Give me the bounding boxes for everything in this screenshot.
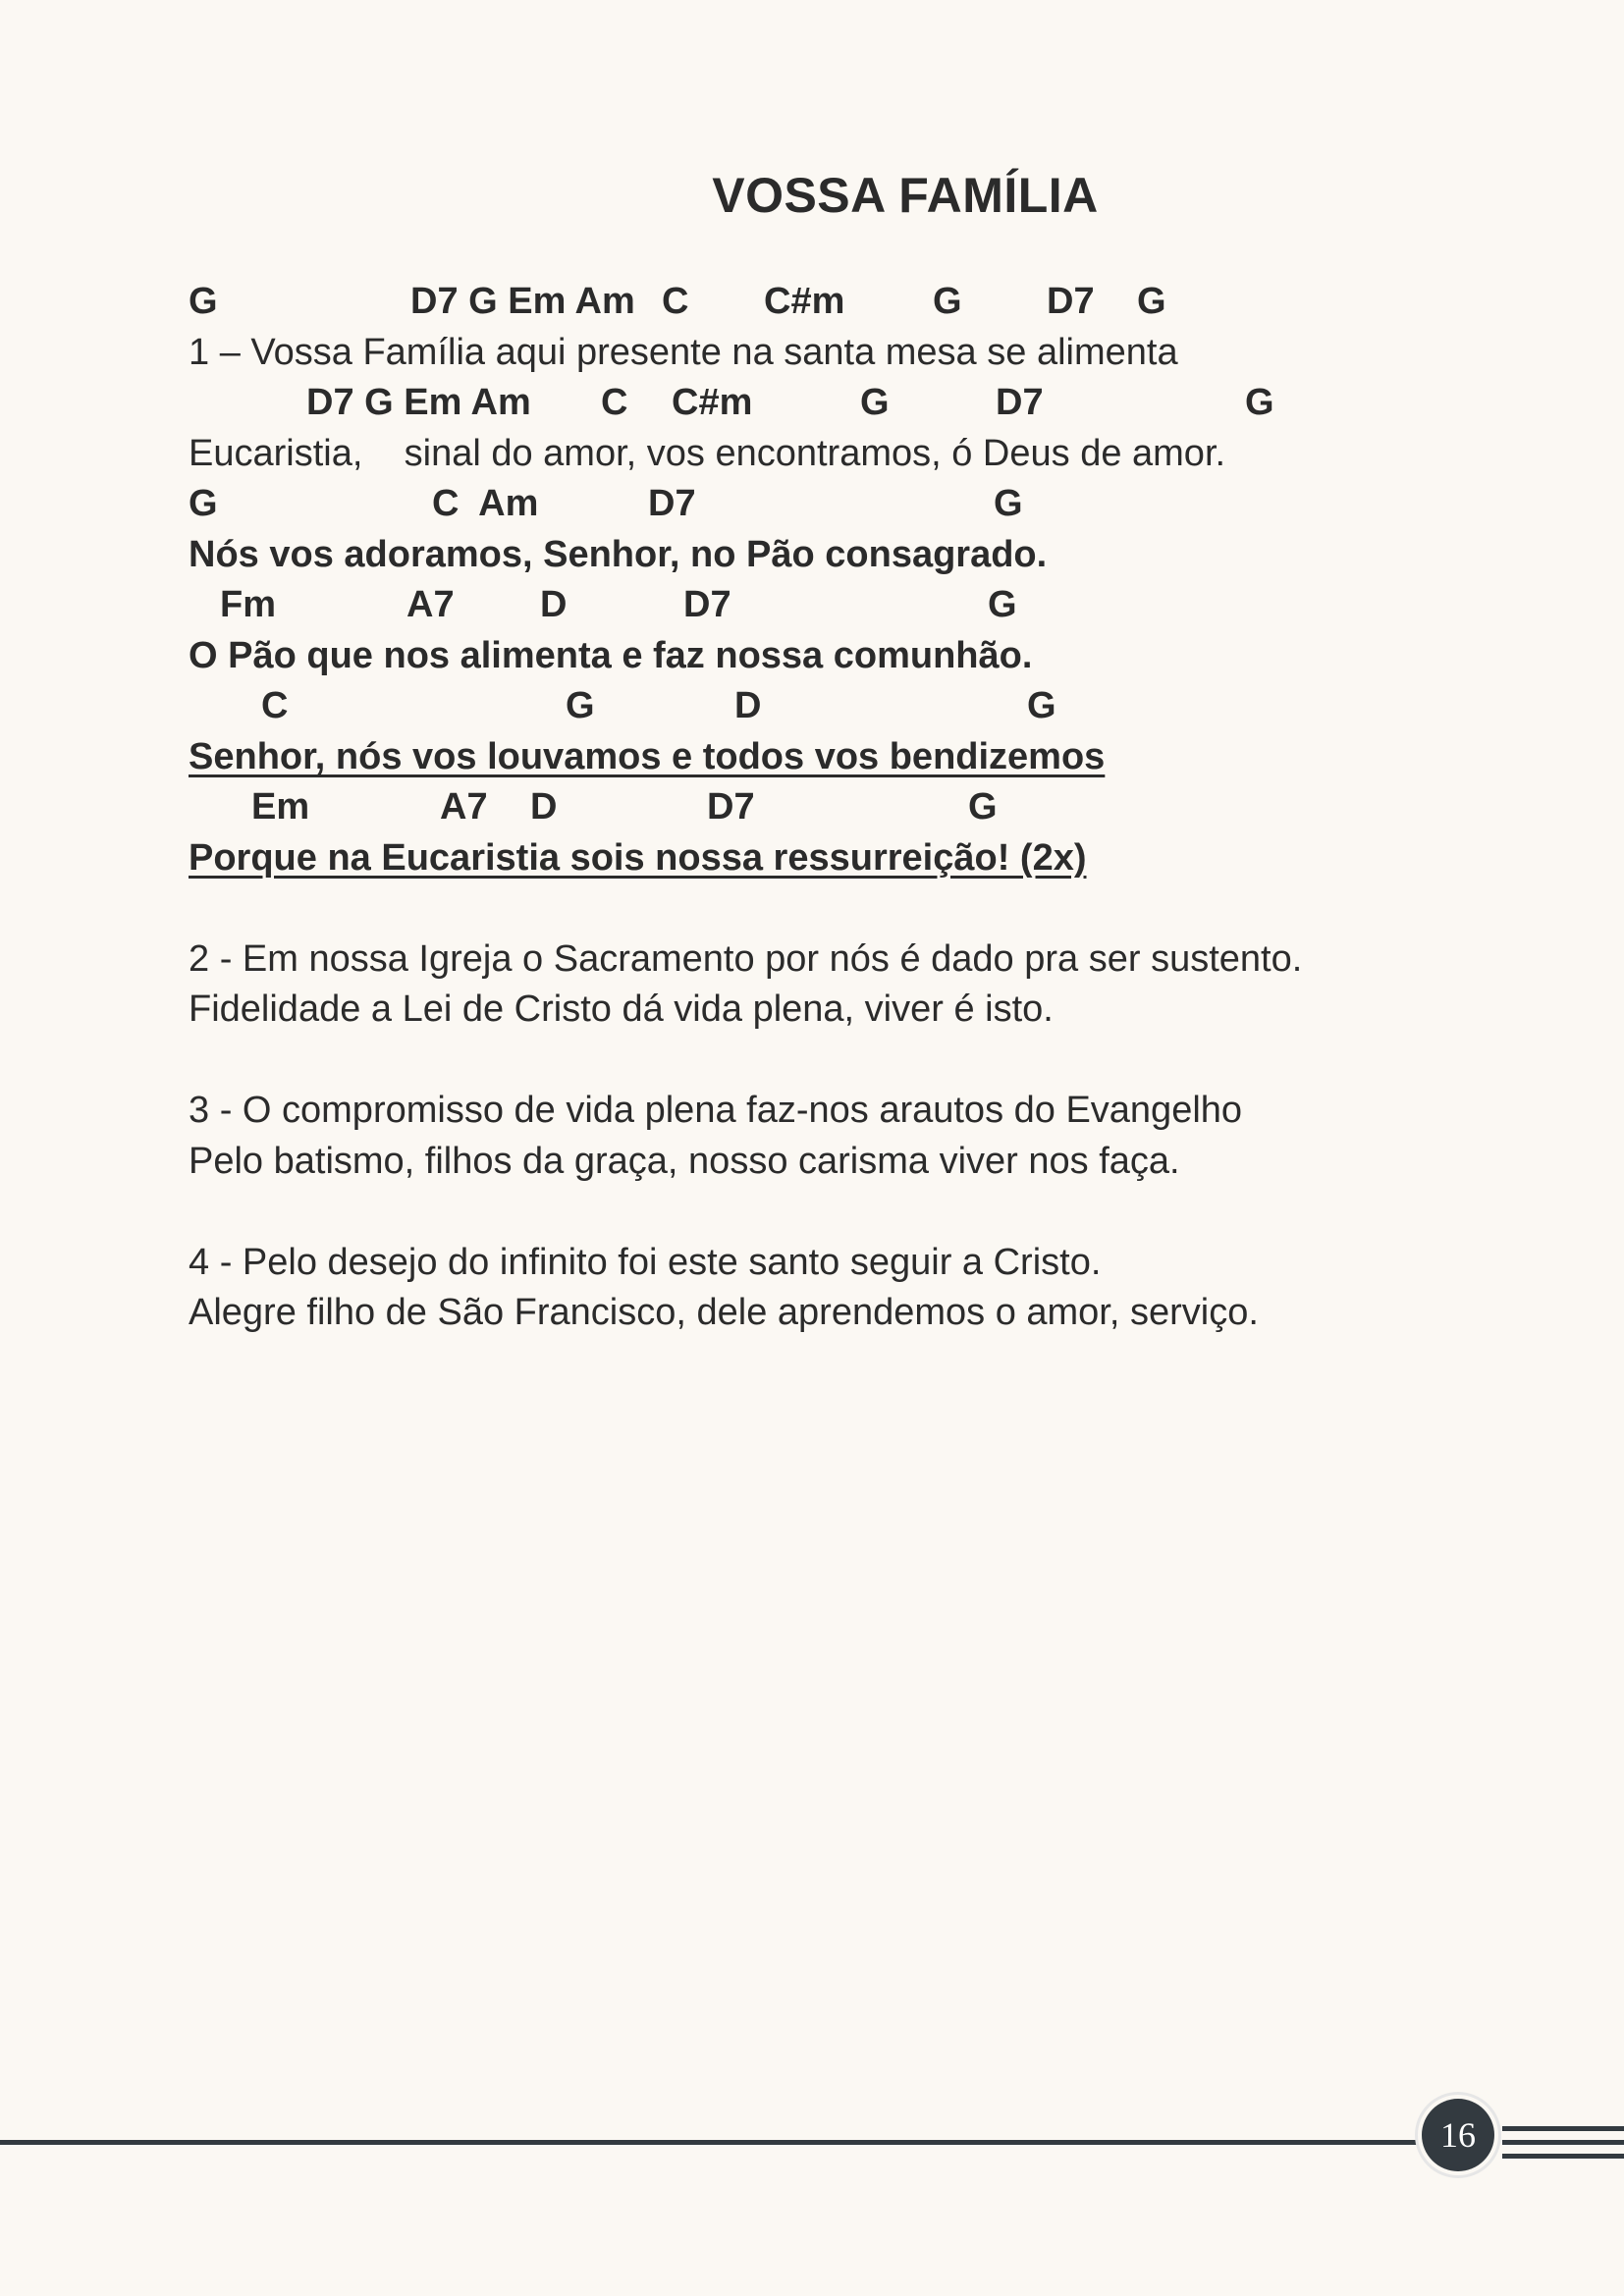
chord-line [189,782,1465,833]
stanza-gap [189,883,1465,934]
song-title: VOSSA FAMÍLIA [712,168,1099,223]
lyric-line: 1 – Vossa Família aqui presente na santa mesa se alimenta [189,331,1178,373]
footer-rule [0,2140,1426,2145]
chord: D7 [996,382,1044,423]
chorus-line: Porque na Eucaristia sois nossa ressurreição! (2x) [189,836,1087,879]
verse-line: Pelo batismo, filhos da graça, nosso carisma viver nos faça. [189,1140,1180,1182]
verse-line: Fidelidade a Lei de Cristo dá vida plena, viver é isto. [189,988,1054,1030]
chord: G [933,281,962,322]
chord: G [1137,281,1166,322]
chord: G [189,483,218,524]
chord: G [189,281,218,322]
chord: D7 [707,786,755,828]
footer-rule-right [1502,2140,1624,2145]
chord: C [662,281,689,322]
chord: G [566,685,595,726]
chord: G [860,382,890,423]
page-number: 16 [1422,2099,1494,2171]
stanza-gap [189,1036,1465,1087]
chord: G [1027,685,1056,726]
stanza-gap [189,1187,1465,1238]
chord: A7 [440,786,488,828]
chord: G [994,483,1023,524]
chord: D7 [683,584,731,625]
chord: C#m [764,281,845,322]
chord: Em [251,786,310,828]
footer-rule-right [1502,2126,1624,2131]
footer-rule-right [1502,2154,1624,2159]
chord: G [968,786,998,828]
chord: G [988,584,1017,625]
chorus-line: Senhor, nós vos louvamos e todos vos bendizemos [189,735,1106,777]
verse-line: 2 - Em nossa Igreja o Sacramento por nós é dado pra ser sustento. [189,937,1303,980]
song-body [189,277,1465,1339]
chord: D7 [648,483,696,524]
chord-line [189,681,1465,732]
chord: C [261,685,289,726]
chorus-line: Nós vos adoramos, Senhor, no Pão consagrado. [189,533,1048,575]
verse-line: Alegre filho de São Francisco, dele aprendemos o amor, serviço. [189,1292,1259,1333]
chord: D [540,584,568,625]
chord-line [189,378,1465,429]
chord: C#m [672,382,753,423]
chord: C [601,382,628,423]
chord: A7 [406,584,455,625]
chord: C Am [432,483,539,524]
chord: D7 G Em Am [306,382,531,423]
chord: D [734,685,762,726]
chord: G [1245,382,1274,423]
chord: D7 [1047,281,1095,322]
chord: D7 G Em Am [410,281,635,322]
chord: D [530,786,558,828]
verse-line: 3 - O compromisso de vida plena faz-nos arautos do Evangelho [189,1090,1243,1131]
chord-line [189,580,1465,631]
lyric-line: Eucaristia, sinal do amor, vos encontramos, ó Deus de amor. [189,432,1226,474]
verse-line: 4 - Pelo desejo do infinito foi este santo seguir a Cristo. [189,1241,1102,1283]
chord-line [189,479,1465,530]
chord: Fm [220,584,276,625]
chorus-line: O Pão que nos alimenta e faz nossa comunhão. [189,634,1033,676]
chord-line [189,277,1465,328]
